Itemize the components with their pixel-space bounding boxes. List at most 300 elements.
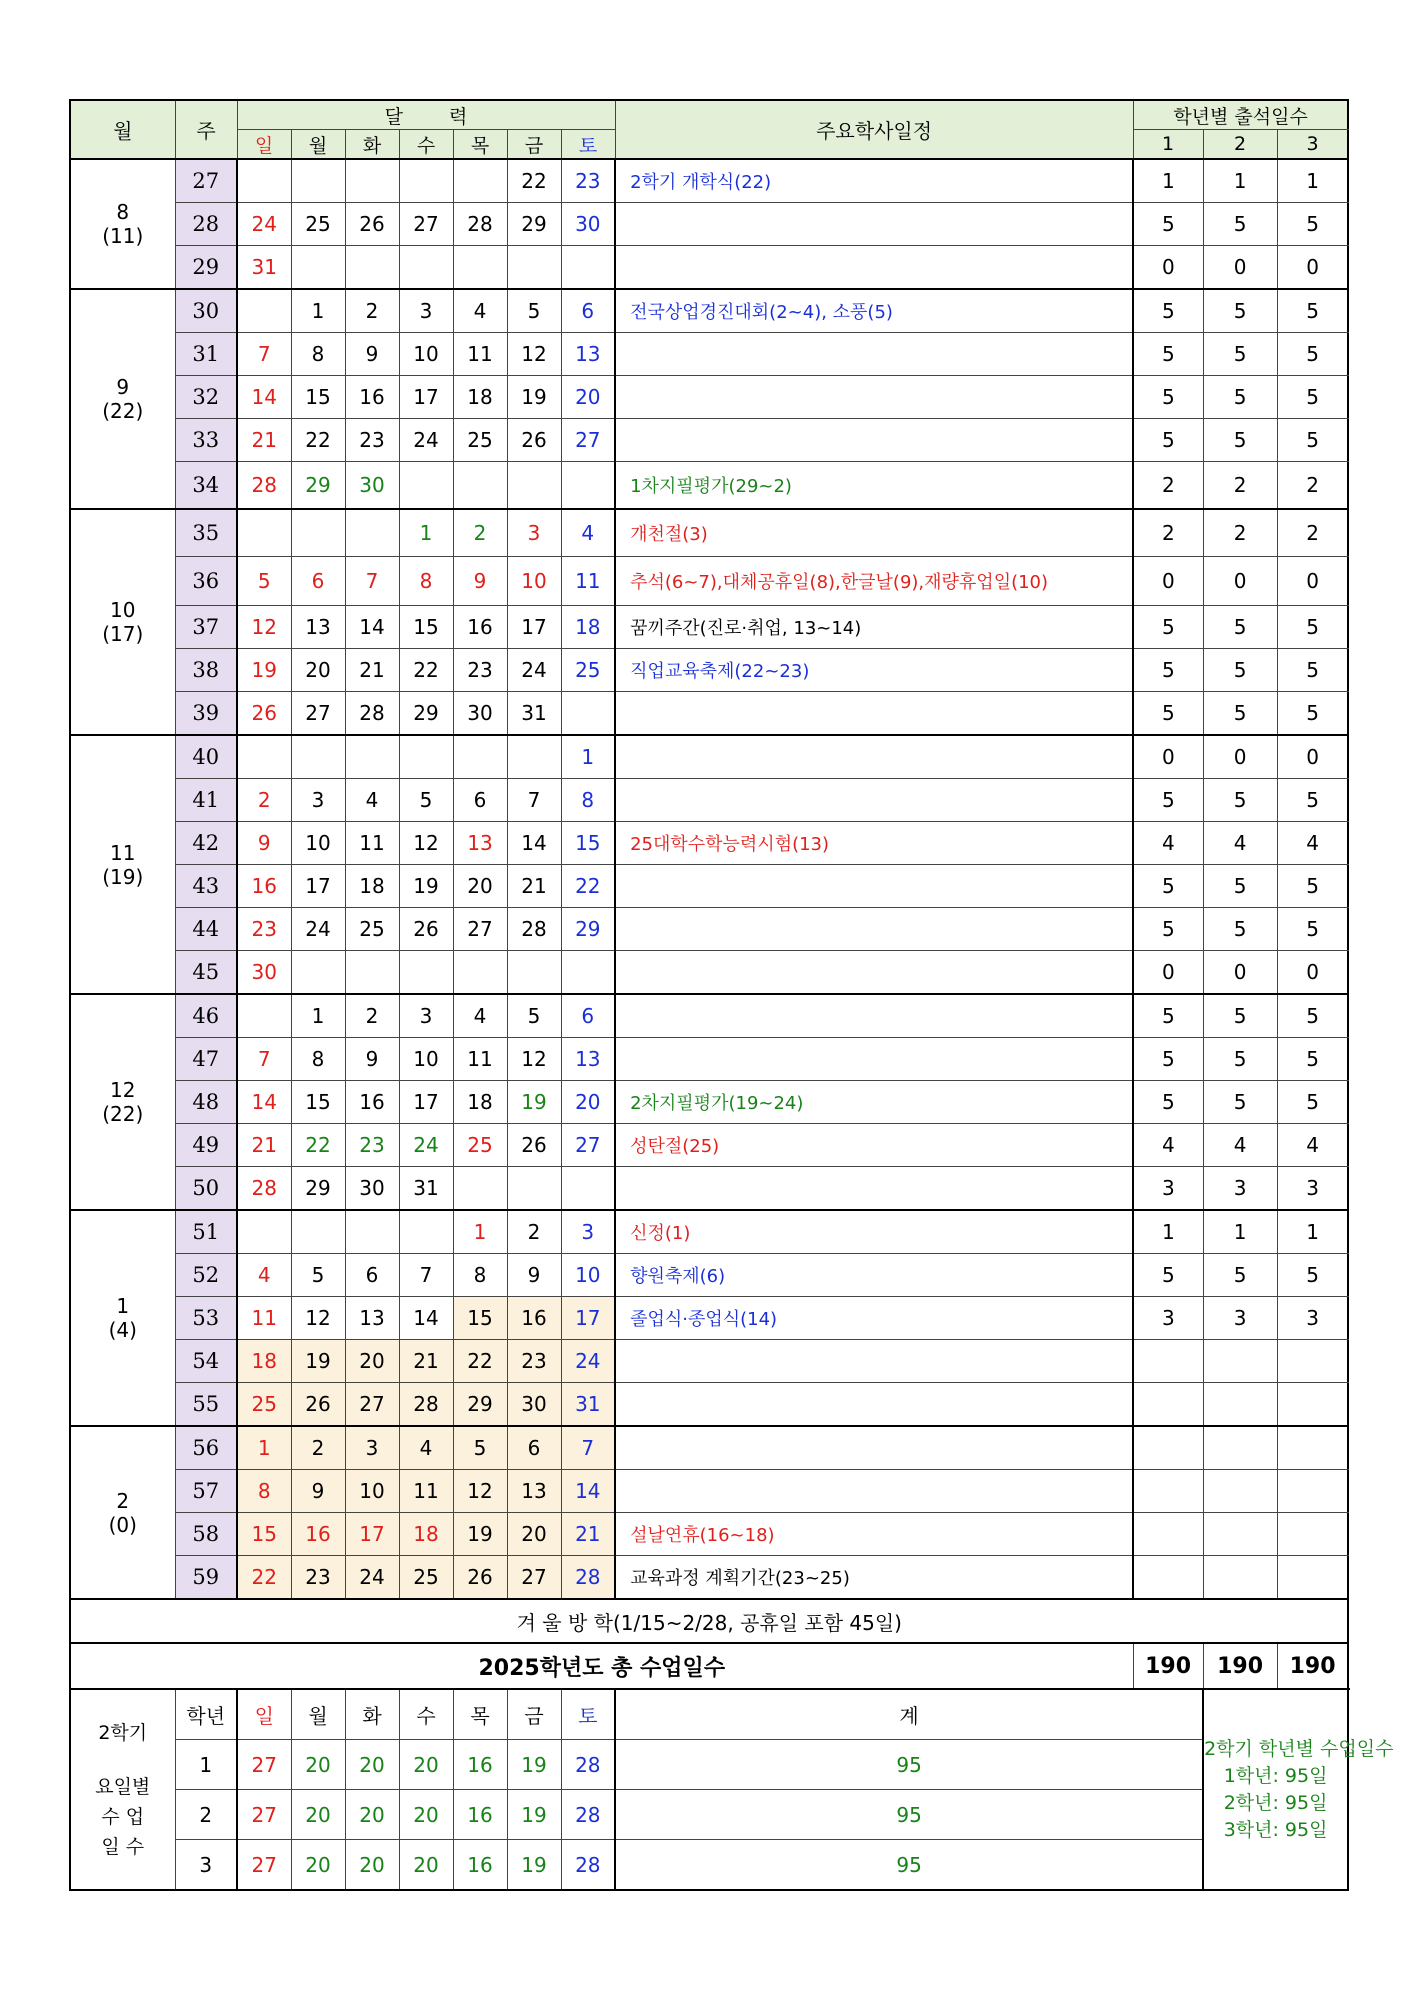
calendar-day: 13 — [507, 1470, 561, 1513]
calendar-day: 17 — [345, 1513, 399, 1556]
attendance-grade-2: 5 — [1203, 692, 1277, 736]
attendance-grade-2: 5 — [1203, 419, 1277, 462]
week-row — [70, 419, 1348, 462]
calendar-day: 24 — [561, 1340, 615, 1383]
week-row — [70, 289, 1348, 333]
calendar-day: 8 — [291, 1038, 345, 1081]
calendar-day: 7 — [399, 1254, 453, 1297]
attendance-grade-3: 5 — [1277, 289, 1348, 333]
month-school-days: (0) — [108, 1512, 137, 1537]
calendar-day: 2 — [345, 994, 399, 1038]
summary-col-5: 목 — [453, 1689, 507, 1740]
schedule-event — [615, 865, 1133, 908]
calendar-day: 1 — [399, 509, 453, 557]
calendar-day — [237, 159, 291, 203]
week-row — [70, 159, 1348, 203]
calendar-day: 16 — [453, 606, 507, 649]
calendar-day: 26 — [291, 1383, 345, 1427]
calendar-day: 31 — [237, 246, 291, 290]
week-row — [70, 1254, 1348, 1297]
calendar-day — [507, 735, 561, 779]
attendance-grade-2: 5 — [1203, 779, 1277, 822]
summary-side-label — [70, 1689, 175, 1890]
calendar-day: 20 — [561, 376, 615, 419]
summary-cell: 28 — [561, 1740, 615, 1790]
calendar-day: 15 — [399, 606, 453, 649]
summary-cell: 19 — [507, 1790, 561, 1840]
summary-table — [70, 1689, 1394, 1890]
summary-col-1: 일 — [237, 1689, 291, 1740]
calendar-day: 16 — [291, 1513, 345, 1556]
total-grade3: 190 — [1277, 1643, 1348, 1689]
calendar-day: 28 — [399, 1383, 453, 1427]
calendar-day: 21 — [507, 865, 561, 908]
calendar-day — [237, 994, 291, 1038]
calendar-day: 24 — [345, 1556, 399, 1600]
calendar-day — [399, 951, 453, 995]
calendar-day: 14 — [399, 1297, 453, 1340]
calendar-day: 14 — [237, 1081, 291, 1124]
calendar-day — [453, 951, 507, 995]
attendance-grade-2 — [1203, 1513, 1277, 1556]
calendar-day — [291, 735, 345, 779]
attendance-grade-2: 5 — [1203, 1254, 1277, 1297]
calendar-day: 4 — [345, 779, 399, 822]
calendar-day — [507, 1167, 561, 1211]
header-calendar: 달 력 — [237, 100, 615, 130]
attendance-grade-3: 1 — [1277, 1210, 1348, 1254]
calendar-day: 6 — [453, 779, 507, 822]
summary-note-line: 3학년: 95일 — [1223, 1818, 1328, 1841]
calendar-day: 2 — [237, 779, 291, 822]
calendar-day: 4 — [237, 1254, 291, 1297]
calendar-day: 10 — [507, 557, 561, 606]
week-row — [70, 509, 1348, 557]
calendar-day: 23 — [345, 419, 399, 462]
summary-cell: 28 — [561, 1790, 615, 1840]
calendar-day: 11 — [453, 1038, 507, 1081]
calendar-day: 21 — [399, 1340, 453, 1383]
calendar-day: 3 — [291, 779, 345, 822]
calendar-day: 11 — [561, 557, 615, 606]
attendance-grade-1: 5 — [1133, 994, 1203, 1038]
week-number: 40 — [175, 735, 237, 779]
calendar-day: 21 — [237, 419, 291, 462]
attendance-grade-3: 0 — [1277, 735, 1348, 779]
week-row — [70, 1340, 1348, 1383]
summary-cell: 20 — [345, 1740, 399, 1790]
calendar-day: 13 — [345, 1297, 399, 1340]
attendance-grade-1: 0 — [1133, 735, 1203, 779]
week-number: 27 — [175, 159, 237, 203]
week-number: 49 — [175, 1124, 237, 1167]
calendar-day: 23 — [453, 649, 507, 692]
schedule-event — [615, 333, 1133, 376]
attendance-grade-3: 5 — [1277, 649, 1348, 692]
calendar-day: 11 — [453, 333, 507, 376]
calendar-day: 11 — [345, 822, 399, 865]
calendar-day: 5 — [291, 1254, 345, 1297]
calendar-day: 2 — [345, 289, 399, 333]
calendar-day: 3 — [399, 994, 453, 1038]
summary-row — [70, 1740, 1348, 1790]
calendar-day: 18 — [453, 376, 507, 419]
attendance-grade-3 — [1277, 1426, 1348, 1470]
attendance-grade-3: 0 — [1277, 557, 1348, 606]
attendance-grade-3 — [1277, 1383, 1348, 1427]
calendar-day: 23 — [561, 159, 615, 203]
calendar-day: 22 — [291, 1124, 345, 1167]
calendar-day: 21 — [345, 649, 399, 692]
calendar-day: 14 — [561, 1470, 615, 1513]
header-day-6: 토 — [561, 130, 615, 160]
calendar-day: 20 — [453, 865, 507, 908]
attendance-grade-1 — [1133, 1513, 1203, 1556]
calendar-day: 28 — [453, 203, 507, 246]
month-label: 12 — [110, 1078, 136, 1102]
attendance-grade-1: 5 — [1133, 649, 1203, 692]
calendar-day: 14 — [345, 606, 399, 649]
attendance-grade-2: 5 — [1203, 1038, 1277, 1081]
calendar-day: 17 — [561, 1297, 615, 1340]
calendar-day — [507, 951, 561, 995]
summary-col-8: 계 — [615, 1689, 1203, 1740]
calendar-day: 13 — [561, 1038, 615, 1081]
schedule-event — [615, 692, 1133, 736]
attendance-grade-2 — [1203, 1340, 1277, 1383]
calendar-day: 24 — [507, 649, 561, 692]
calendar-day: 20 — [291, 649, 345, 692]
calendar-day: 4 — [453, 289, 507, 333]
calendar-day: 12 — [399, 822, 453, 865]
attendance-grade-1: 5 — [1133, 419, 1203, 462]
attendance-grade-1: 5 — [1133, 779, 1203, 822]
calendar-day: 28 — [561, 1556, 615, 1600]
summary-cell: 27 — [237, 1740, 291, 1790]
attendance-grade-2: 5 — [1203, 333, 1277, 376]
total-grade1: 190 — [1133, 1643, 1203, 1689]
schedule-event — [615, 994, 1133, 1038]
calendar-day: 10 — [399, 1038, 453, 1081]
calendar-day: 12 — [507, 333, 561, 376]
calendar-day: 2 — [453, 509, 507, 557]
week-number: 50 — [175, 1167, 237, 1211]
week-row — [70, 1470, 1348, 1513]
schedule-event: 성탄절(25) — [615, 1124, 1133, 1167]
schedule-event: 2차지필평가(19~24) — [615, 1081, 1133, 1124]
summary-cell: 1 — [175, 1740, 237, 1790]
attendance-grade-1 — [1133, 1383, 1203, 1427]
month-label: 8 — [116, 200, 130, 224]
week-row — [70, 1556, 1348, 1600]
attendance-grade-3: 0 — [1277, 951, 1348, 995]
week-row — [70, 557, 1348, 606]
calendar-day: 10 — [291, 822, 345, 865]
header-day-3: 수 — [399, 130, 453, 160]
summary-cell: 20 — [291, 1740, 345, 1790]
summary-cell: 19 — [507, 1740, 561, 1790]
week-row — [70, 1297, 1348, 1340]
calendar-day: 17 — [291, 865, 345, 908]
summary-col-6: 금 — [507, 1689, 561, 1740]
calendar-day: 25 — [453, 1124, 507, 1167]
calendar-day: 19 — [507, 376, 561, 419]
week-row — [70, 735, 1348, 779]
calendar-day: 21 — [561, 1513, 615, 1556]
schedule-event: 교육과정 계획기간(23~25) — [615, 1556, 1133, 1600]
summary-cell: 27 — [237, 1840, 291, 1891]
calendar-day: 1 — [291, 994, 345, 1038]
summary-cell: 20 — [399, 1740, 453, 1790]
calendar-day: 30 — [453, 692, 507, 736]
calendar-day: 6 — [345, 1254, 399, 1297]
attendance-grade-2: 5 — [1203, 908, 1277, 951]
summary-cell: 3 — [175, 1840, 237, 1891]
attendance-grade-2: 1 — [1203, 1210, 1277, 1254]
calendar-day: 1 — [453, 1210, 507, 1254]
schedule-event — [615, 1167, 1133, 1211]
calendar-day — [453, 462, 507, 510]
month-cell — [70, 159, 175, 289]
summary-cell: 20 — [399, 1790, 453, 1840]
calendar-day: 8 — [291, 333, 345, 376]
summary-note-line: 2학년: 95일 — [1223, 1791, 1328, 1814]
calendar-day — [291, 509, 345, 557]
month-label: 2 — [116, 1488, 130, 1513]
schedule-event: 신정(1) — [615, 1210, 1133, 1254]
calendar-day: 15 — [453, 1297, 507, 1340]
summary-row — [70, 1840, 1348, 1891]
month-cell — [70, 1210, 175, 1426]
calendar-day: 26 — [345, 203, 399, 246]
calendar-day — [453, 735, 507, 779]
summary-cell: 19 — [507, 1840, 561, 1891]
summary-col-4: 수 — [399, 1689, 453, 1740]
attendance-grade-3 — [1277, 1556, 1348, 1600]
calendar-day: 2 — [507, 1210, 561, 1254]
calendar-day — [345, 509, 399, 557]
calendar-day: 11 — [399, 1470, 453, 1513]
schedule-event: 향원축제(6) — [615, 1254, 1133, 1297]
calendar-day — [345, 735, 399, 779]
week-row — [70, 779, 1348, 822]
calendar-day: 10 — [345, 1470, 399, 1513]
calendar-day: 30 — [561, 203, 615, 246]
calendar-day: 15 — [291, 1081, 345, 1124]
attendance-grade-2: 0 — [1203, 557, 1277, 606]
attendance-grade-2 — [1203, 1426, 1277, 1470]
header-day-5: 금 — [507, 130, 561, 160]
calendar-day: 25 — [291, 203, 345, 246]
calendar-day: 27 — [399, 203, 453, 246]
week-number: 35 — [175, 509, 237, 557]
attendance-grade-2: 3 — [1203, 1167, 1277, 1211]
month-school-days: (4) — [108, 1318, 137, 1342]
calendar-day: 11 — [237, 1297, 291, 1340]
calendar-day: 7 — [345, 557, 399, 606]
header-day-2: 화 — [345, 130, 399, 160]
calendar-day — [399, 159, 453, 203]
calendar-day: 18 — [561, 606, 615, 649]
week-number: 34 — [175, 462, 237, 510]
calendar-day: 22 — [237, 1556, 291, 1600]
calendar-day: 26 — [237, 692, 291, 736]
attendance-grade-2: 5 — [1203, 606, 1277, 649]
calendar-day: 27 — [453, 908, 507, 951]
calendar-day: 27 — [345, 1383, 399, 1427]
calendar-day: 9 — [291, 1470, 345, 1513]
calendar-day: 1 — [237, 1426, 291, 1470]
attendance-grade-1: 5 — [1133, 289, 1203, 333]
calendar-day: 31 — [399, 1167, 453, 1211]
calendar-day: 15 — [291, 376, 345, 419]
schedule-event — [615, 1038, 1133, 1081]
week-number: 38 — [175, 649, 237, 692]
calendar-day: 18 — [453, 1081, 507, 1124]
month-label: 10 — [110, 598, 136, 622]
attendance-grade-1: 0 — [1133, 246, 1203, 290]
attendance-grade-2: 5 — [1203, 994, 1277, 1038]
calendar-day: 29 — [291, 462, 345, 510]
calendar-day: 5 — [507, 289, 561, 333]
month-school-days: (11) — [102, 224, 144, 248]
summary-col-7: 토 — [561, 1689, 615, 1740]
attendance-grade-2: 2 — [1203, 509, 1277, 557]
attendance-grade-1: 1 — [1133, 159, 1203, 203]
attendance-grade-1: 2 — [1133, 509, 1203, 557]
calendar-day: 20 — [345, 1340, 399, 1383]
attendance-grade-2: 1 — [1203, 159, 1277, 203]
attendance-grade-2: 0 — [1203, 246, 1277, 290]
week-row — [70, 1124, 1348, 1167]
calendar-day — [561, 462, 615, 510]
calendar-day: 17 — [507, 606, 561, 649]
week-number: 53 — [175, 1297, 237, 1340]
calendar-day — [561, 1167, 615, 1211]
week-row — [70, 692, 1348, 736]
week-number: 54 — [175, 1340, 237, 1383]
summary-note-line: 1학년: 95일 — [1223, 1764, 1328, 1787]
calendar-day: 6 — [561, 289, 615, 333]
calendar-day: 31 — [507, 692, 561, 736]
header-month: 월 — [70, 100, 175, 159]
attendance-grade-2: 5 — [1203, 1081, 1277, 1124]
attendance-grade-3: 5 — [1277, 865, 1348, 908]
academic-calendar — [69, 99, 1394, 1891]
attendance-grade-1: 3 — [1133, 1297, 1203, 1340]
week-number: 58 — [175, 1513, 237, 1556]
calendar-day — [345, 1210, 399, 1254]
calendar-day: 23 — [291, 1556, 345, 1600]
calendar-day: 24 — [291, 908, 345, 951]
calendar-day: 25 — [345, 908, 399, 951]
calendar-day: 9 — [507, 1254, 561, 1297]
month-label: 1 — [116, 1294, 130, 1318]
week-row — [70, 333, 1348, 376]
summary-cell: 20 — [345, 1840, 399, 1891]
winter-vacation: 겨 울 방 학(1/15~2/28, 공휴일 포함 45일) — [70, 1599, 1348, 1643]
summary-side-line: 일 수 — [101, 1835, 145, 1858]
calendar-day: 20 — [561, 1081, 615, 1124]
calendar-day — [507, 462, 561, 510]
calendar-day: 30 — [507, 1383, 561, 1427]
schedule-event — [615, 1470, 1133, 1513]
calendar-day — [237, 735, 291, 779]
calendar-day: 18 — [237, 1340, 291, 1383]
calendar-day: 25 — [237, 1383, 291, 1427]
attendance-grade-2: 5 — [1203, 289, 1277, 333]
calendar-day: 12 — [453, 1470, 507, 1513]
attendance-grade-2: 0 — [1203, 735, 1277, 779]
total-row — [70, 1643, 1348, 1689]
calendar-day: 5 — [237, 557, 291, 606]
calendar-day: 1 — [561, 735, 615, 779]
calendar-day — [291, 1210, 345, 1254]
week-number: 36 — [175, 557, 237, 606]
month-cell — [70, 289, 175, 509]
attendance-grade-3: 5 — [1277, 606, 1348, 649]
calendar-day — [237, 1210, 291, 1254]
attendance-grade-2: 2 — [1203, 462, 1277, 510]
week-row — [70, 1081, 1348, 1124]
calendar-day — [237, 509, 291, 557]
calendar-table — [69, 99, 1394, 1891]
calendar-day: 19 — [453, 1513, 507, 1556]
week-number: 48 — [175, 1081, 237, 1124]
calendar-day: 6 — [507, 1426, 561, 1470]
calendar-day: 20 — [507, 1513, 561, 1556]
header-day-0: 일 — [237, 130, 291, 160]
attendance-grade-1: 1 — [1133, 1210, 1203, 1254]
summary-col-3: 화 — [345, 1689, 399, 1740]
calendar-day: 6 — [291, 557, 345, 606]
week-number: 33 — [175, 419, 237, 462]
month-school-days: (22) — [102, 1102, 144, 1126]
calendar-day — [291, 159, 345, 203]
calendar-day: 21 — [237, 1124, 291, 1167]
attendance-grade-3: 5 — [1277, 1038, 1348, 1081]
schedule-event: 2학기 개학식(22) — [615, 159, 1133, 203]
schedule-event: 개천절(3) — [615, 509, 1133, 557]
schedule-event: 졸업식·종업식(14) — [615, 1297, 1133, 1340]
week-number: 42 — [175, 822, 237, 865]
calendar-day: 5 — [399, 779, 453, 822]
calendar-day: 3 — [399, 289, 453, 333]
schedule-event — [615, 1426, 1133, 1470]
week-number: 57 — [175, 1470, 237, 1513]
summary-header-row — [70, 1689, 1348, 1740]
calendar-day — [345, 951, 399, 995]
header-day-4: 목 — [453, 130, 507, 160]
week-row — [70, 1513, 1348, 1556]
summary-note — [1203, 1689, 1394, 1890]
attendance-grade-2 — [1203, 1556, 1277, 1600]
attendance-grade-1 — [1133, 1556, 1203, 1600]
calendar-day: 27 — [561, 419, 615, 462]
calendar-day: 10 — [561, 1254, 615, 1297]
calendar-day: 7 — [561, 1426, 615, 1470]
calendar-day: 7 — [507, 779, 561, 822]
calendar-day: 14 — [507, 822, 561, 865]
calendar-day: 12 — [237, 606, 291, 649]
attendance-grade-3: 2 — [1277, 462, 1348, 510]
schedule-event: 꿈끼주간(진로·취업, 13~14) — [615, 606, 1133, 649]
calendar-day — [345, 159, 399, 203]
calendar-day: 17 — [399, 376, 453, 419]
summary-col-2: 월 — [291, 1689, 345, 1740]
total-label: 2025학년도 총 수업일수 — [70, 1643, 1133, 1689]
attendance-grade-1: 5 — [1133, 376, 1203, 419]
